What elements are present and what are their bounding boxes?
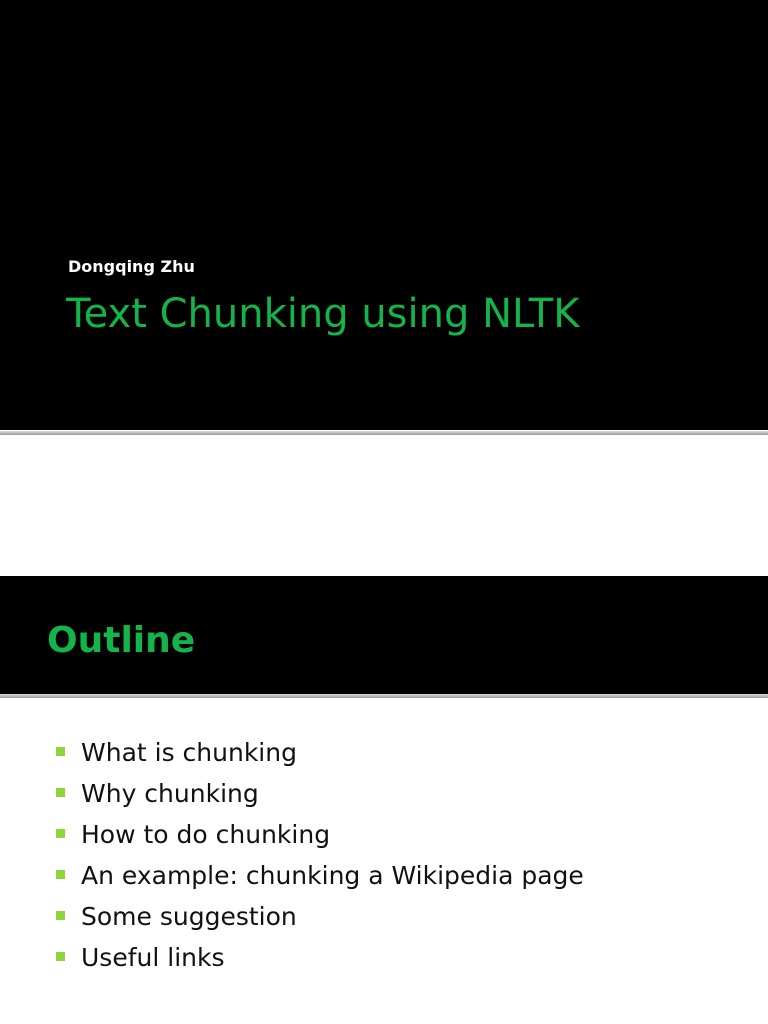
- square-bullet-icon: [56, 870, 65, 879]
- bullet-text: An example: chunking a Wikipedia page: [81, 861, 584, 890]
- title-slide: [0, 0, 768, 430]
- square-bullet-icon: [56, 911, 65, 920]
- bullet-text: What is chunking: [81, 738, 297, 767]
- bullet-text: Some suggestion: [81, 902, 297, 931]
- bullet-text: Useful links: [81, 943, 225, 972]
- slide-divider: [0, 431, 768, 435]
- bullet-text: Why chunking: [81, 779, 259, 808]
- header-divider: [0, 694, 768, 698]
- square-bullet-icon: [56, 747, 65, 756]
- square-bullet-icon: [56, 829, 65, 838]
- author-name: Dongqing Zhu: [68, 257, 195, 276]
- square-bullet-icon: [56, 788, 65, 797]
- slide-title: Text Chunking using NLTK: [66, 291, 580, 337]
- bullet-text: How to do chunking: [81, 820, 331, 849]
- outline-heading: Outline: [47, 620, 196, 661]
- square-bullet-icon: [56, 952, 65, 961]
